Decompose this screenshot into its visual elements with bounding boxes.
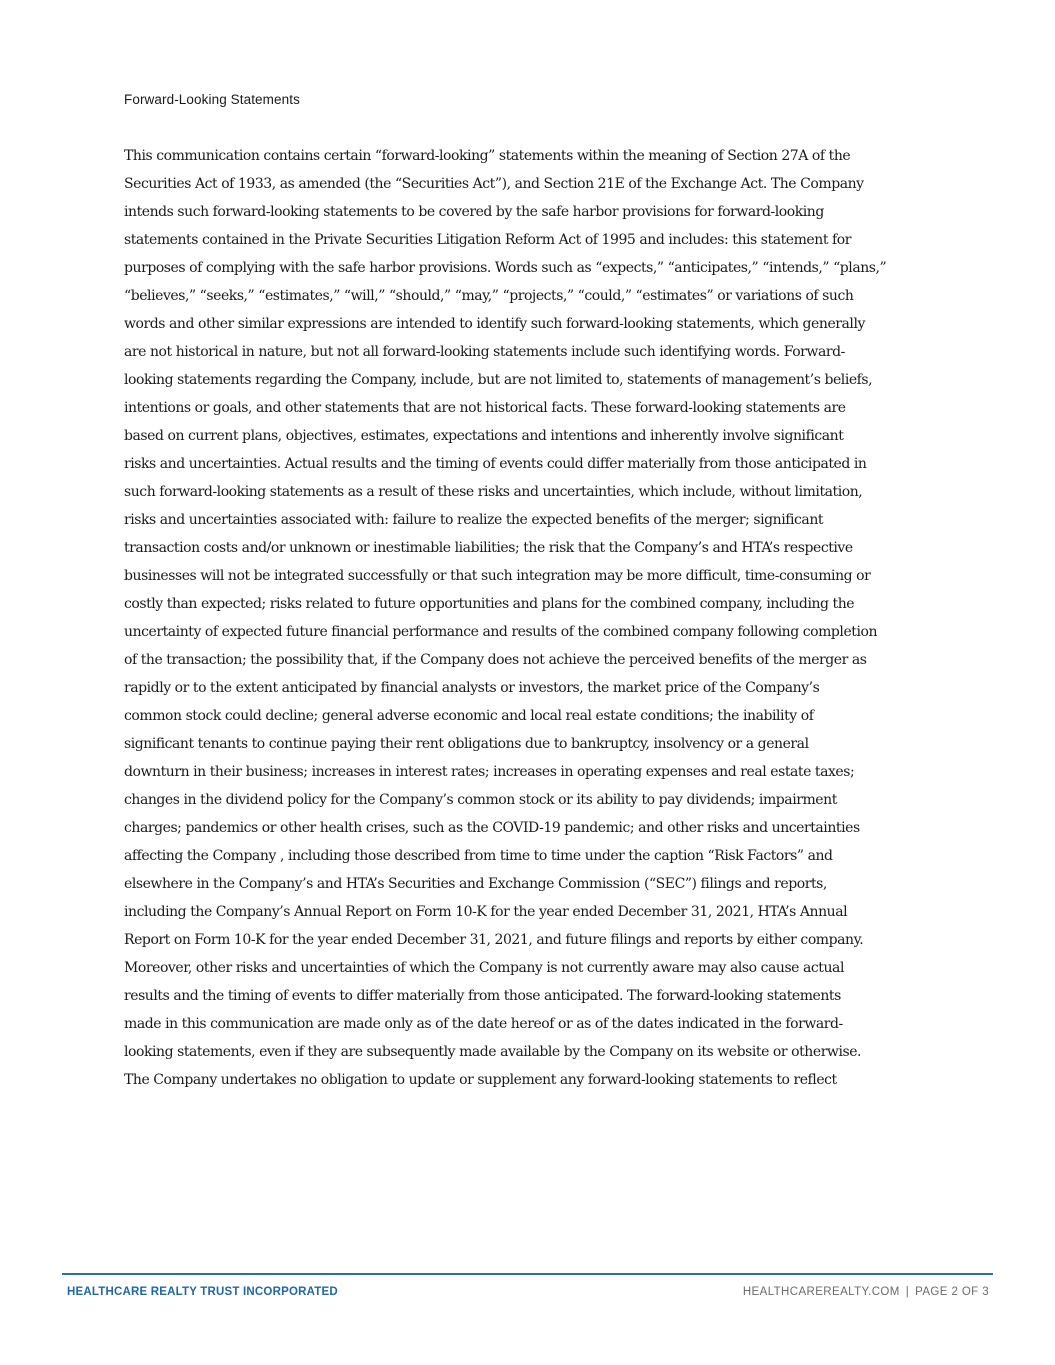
body-line: intentions or goals, and other statements that are not historical facts. These forward-looking statements are bbox=[124, 400, 846, 416]
footer-page-info bbox=[743, 1286, 989, 1298]
body-line: charges; pandemics or other health crises, such as the COVID-19 pandemic; and other risks and uncertainties bbox=[124, 820, 860, 836]
body-line: risks and uncertainties. Actual results and the timing of events could differ materially from those anticipated in bbox=[124, 456, 867, 472]
body-line: Report on Form 10-K for the year ended December 31, 2021, and future filings and reports by either company. bbox=[124, 932, 864, 948]
footer-page-number: PAGE 2 OF 3 bbox=[915, 1286, 989, 1298]
body-line: downturn in their business; increases in interest rates; increases in operating expenses and real estate taxes; bbox=[124, 764, 855, 780]
footer-website: HEALTHCAREREALTY.COM bbox=[742, 1286, 900, 1298]
body-line: Securities Act of 1933, as amended (the “Securities Act”), and Section 21E of the Exchange Act. The Company bbox=[124, 176, 864, 192]
body-text bbox=[124, 142, 954, 1094]
body-line: “believes,” “seeks,” “estimates,” “will,” “should,” “may,” “projects,” “could,” “estimates” or variations of such bbox=[124, 288, 854, 304]
section-heading: Forward-Looking Statements bbox=[124, 92, 300, 107]
body-line: costly than expected; risks related to future opportunities and plans for the combined company, including the bbox=[124, 596, 855, 612]
body-line: rapidly or to the extent anticipated by financial analysts or investors, the market price of the Company’s bbox=[124, 680, 820, 696]
body-line: changes in the dividend policy for the Company’s common stock or its ability to pay dividends; impairment bbox=[124, 792, 837, 808]
body-line: are not historical in nature, but not all forward-looking statements include such identifying words. Forward- bbox=[124, 344, 845, 360]
body-line: such forward-looking statements as a result of these risks and uncertainties, which include, without limitation, bbox=[124, 484, 863, 500]
body-line: including the Company’s Annual Report on Form 10-K for the year ended December 31, 2021, HTA’s Annual bbox=[124, 904, 848, 920]
body-line: results and the timing of events to differ materially from those anticipated. The forward-looking statements bbox=[124, 988, 841, 1004]
body-line: words and other similar expressions are intended to identify such forward-looking statements, which generally bbox=[124, 316, 865, 332]
body-line: Moreover, other risks and uncertainties of which the Company is not currently aware may also cause actual bbox=[124, 960, 844, 976]
body-line: looking statements, even if they are subsequently made available by the Company on its website or otherwise. bbox=[124, 1044, 862, 1060]
body-line: statements contained in the Private Securities Litigation Reform Act of 1995 and includes: this statement for bbox=[124, 232, 851, 248]
body-line: risks and uncertainties associated with: failure to realize the expected benefits of the merger; significant bbox=[124, 512, 824, 528]
body-line: of the transaction; the possibility that, if the Company does not achieve the perceived benefits of the merger as bbox=[124, 652, 867, 668]
footer-company-name: HEALTHCARE REALTY TRUST INCORPORATED bbox=[67, 1286, 338, 1298]
body-line: significant tenants to continue paying their rent obligations due to bankruptcy, insolvency or a general bbox=[124, 736, 809, 752]
body-line: made in this communication are made only as of the date hereof or as of the dates indicated in the forward- bbox=[124, 1016, 843, 1032]
body-line: The Company undertakes no obligation to update or supplement any forward-looking statements to reflect bbox=[124, 1072, 837, 1088]
body-line: affecting the Company , including those described from time to time under the caption “Risk Factors” and bbox=[124, 848, 833, 864]
body-line: based on current plans, objectives, estimates, expectations and intentions and inherently involve significant bbox=[124, 428, 844, 444]
footer-divider bbox=[62, 1273, 993, 1275]
body-line: uncertainty of expected future financial performance and results of the combined company following completion bbox=[124, 624, 878, 640]
body-line: intends such forward-looking statements to be covered by the safe harbor provisions for forward-looking bbox=[124, 204, 824, 220]
footer-separator: | bbox=[905, 1286, 910, 1298]
body-line: elsewhere in the Company’s and HTA’s Securities and Exchange Commission (“SEC”) filings and reports, bbox=[124, 876, 827, 892]
body-line: common stock could decline; general adverse economic and local real estate conditions; the inability of bbox=[124, 708, 814, 724]
body-line: businesses will not be integrated successfully or that such integration may be more difficult, time-consuming or bbox=[124, 568, 871, 584]
body-line: looking statements regarding the Company, include, but are not limited to, statements of management’s beliefs, bbox=[124, 372, 873, 388]
body-line: This communication contains certain “forward-looking” statements within the meaning of Section 27A of the bbox=[124, 148, 851, 164]
body-line: purposes of complying with the safe harbor provisions. Words such as “expects,” “anticipates,” “intends,” “plans,” bbox=[124, 260, 887, 276]
body-line: transaction costs and/or unknown or inestimable liabilities; the risk that the Company’s and HTA’s respective bbox=[124, 540, 853, 556]
